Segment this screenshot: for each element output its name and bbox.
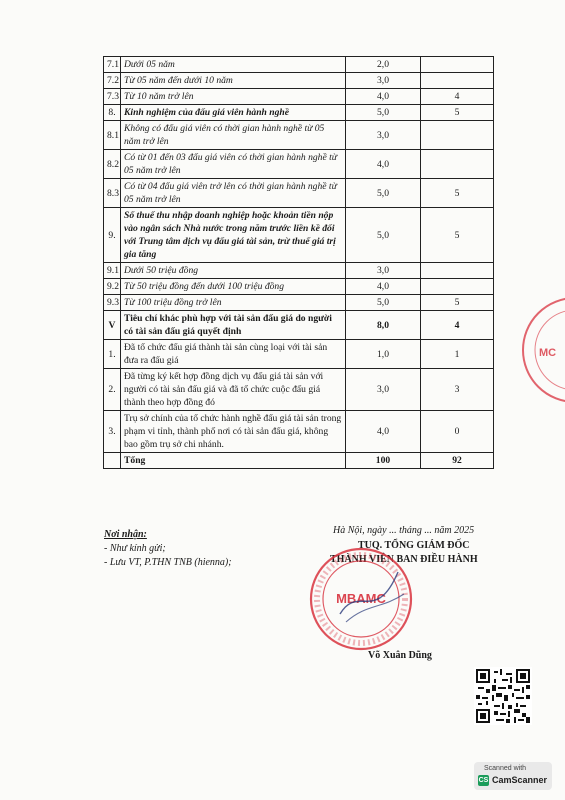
- row-number: 1.: [104, 340, 121, 369]
- qr-code: [474, 667, 532, 725]
- row-criterion: Có từ 04 đấu giá viên trở lên có thời gian hành nghề từ 05 năm trở lên: [121, 179, 346, 208]
- svg-text:MC: MC: [539, 347, 557, 359]
- row-max-score: 5,0: [346, 295, 421, 311]
- row-max-score: 3,0: [346, 263, 421, 279]
- row-score: 92: [421, 453, 494, 469]
- row-number: 9.3: [104, 295, 121, 311]
- row-score: 0: [421, 411, 494, 453]
- row-score: 5: [421, 105, 494, 121]
- table-row: [104, 453, 494, 469]
- row-score: 4: [421, 89, 494, 105]
- table-row: [104, 279, 494, 295]
- table-row: [104, 295, 494, 311]
- row-max-score: 5,0: [346, 179, 421, 208]
- row-criterion: Từ 100 triệu đồng trở lên: [121, 295, 346, 311]
- table-row: [104, 73, 494, 89]
- row-number: 8.: [104, 105, 121, 121]
- row-max-score: 4,0: [346, 411, 421, 453]
- recipient-line: - Như kính gửi;: [104, 543, 166, 554]
- camscanner-text: CamScanner: [492, 775, 548, 785]
- table-row: [104, 340, 494, 369]
- row-criterion: Tổng: [121, 453, 346, 469]
- recipients-block: [104, 528, 232, 570]
- table-row: [104, 263, 494, 279]
- row-number: 9.: [104, 208, 121, 263]
- row-score: [421, 57, 494, 73]
- row-max-score: 3,0: [346, 73, 421, 89]
- row-score: 1: [421, 340, 494, 369]
- recipients-label: Nơi nhận:: [104, 529, 147, 540]
- row-score: [421, 73, 494, 89]
- row-criterion: Từ 50 triệu đồng đến dưới 100 triệu đồng: [121, 279, 346, 295]
- table-row: [104, 179, 494, 208]
- row-max-score: 1,0: [346, 340, 421, 369]
- signer-name: Võ Xuân Dũng: [368, 650, 432, 661]
- row-number: 9.1: [104, 263, 121, 279]
- row-score: [421, 150, 494, 179]
- table-row: [104, 411, 494, 453]
- row-number: 9.2: [104, 279, 121, 295]
- row-number: 7.2: [104, 73, 121, 89]
- row-number: V: [104, 311, 121, 340]
- table-row: [104, 121, 494, 150]
- row-number: [104, 453, 121, 469]
- row-criterion: Đã từng ký kết hợp đồng dịch vụ đấu giá tài sản với người có tài sản đấu giá và đã tổ chức cuộc đấu giá thành theo hợp đồng đó: [121, 369, 346, 411]
- table-row: [104, 311, 494, 340]
- row-number: 8.1: [104, 121, 121, 150]
- row-score: 5: [421, 179, 494, 208]
- row-criterion: Không có đấu giá viên có thời gian hành nghề từ 05 năm trở lên: [121, 121, 346, 150]
- row-number: 8.3: [104, 179, 121, 208]
- row-score: 3: [421, 369, 494, 411]
- camscanner-logo-icon: CS: [478, 777, 489, 784]
- stamp-edge: [505, 290, 565, 410]
- row-max-score: 4,0: [346, 150, 421, 179]
- table-row: [104, 208, 494, 263]
- row-criterion: Dưới 05 năm: [121, 57, 346, 73]
- row-score: 4: [421, 311, 494, 340]
- row-max-score: 5,0: [346, 208, 421, 263]
- row-max-score: 8,0: [346, 311, 421, 340]
- svg-text:MBAMC: MBAMC: [336, 591, 386, 606]
- table-row: [104, 57, 494, 73]
- row-max-score: 2,0: [346, 57, 421, 73]
- row-score: 5: [421, 295, 494, 311]
- row-max-score: 5,0: [346, 105, 421, 121]
- row-max-score: 3,0: [346, 121, 421, 150]
- table-row: [104, 369, 494, 411]
- row-number: 8.2: [104, 150, 121, 179]
- row-number: 2.: [104, 369, 121, 411]
- signer-title-2: THÀNH VIÊN BAN ĐIỀU HÀNH: [330, 554, 478, 565]
- company-stamp: [306, 544, 416, 654]
- signer-title-1: TUQ. TỔNG GIÁM ĐỐC: [358, 540, 470, 551]
- row-criterion: Có từ 01 đến 03 đấu giá viên có thời gian hành nghề từ 05 năm trở lên: [121, 150, 346, 179]
- row-number: 7.3: [104, 89, 121, 105]
- criteria-table: [103, 56, 494, 469]
- row-criterion: Trụ sở chính của tổ chức hành nghề đấu giá tài sản trong phạm vi tỉnh, thành phố nơi có tài sản đấu giá, không bao gồm trụ sở chi nhánh.: [121, 411, 346, 453]
- row-max-score: 4,0: [346, 89, 421, 105]
- row-score: 5: [421, 208, 494, 263]
- row-number: 3.: [104, 411, 121, 453]
- table-row: [104, 89, 494, 105]
- row-criterion: Tiêu chí khác phù hợp với tài sản đấu giá do người có tài sản đấu giá quyết định: [121, 311, 346, 340]
- row-score: [421, 121, 494, 150]
- row-criterion: Số thuế thu nhập doanh nghiệp hoặc khoản tiền nộp vào ngân sách Nhà nước trong năm trước liền kề đối với Trung tâm dịch vụ đấu giá tài sản, trừ thuế giá trị gia tăng: [121, 208, 346, 263]
- row-max-score: 3,0: [346, 369, 421, 411]
- row-criterion: Đã tổ chức đấu giá thành tài sản cùng loại với tài sản đưa ra đấu giá: [121, 340, 346, 369]
- table-row: [104, 105, 494, 121]
- row-criterion: Từ 05 năm đến dưới 10 năm: [121, 73, 346, 89]
- scanned-with-text: Scanned with: [484, 765, 527, 772]
- row-max-score: 100: [346, 453, 421, 469]
- row-score: [421, 263, 494, 279]
- row-number: 7.1: [104, 57, 121, 73]
- row-criterion: Kinh nghiệm của đấu giá viên hành nghề: [121, 105, 346, 121]
- row-criterion: Dưới 50 triệu đồng: [121, 263, 346, 279]
- camscanner-badge: [474, 762, 552, 790]
- table-row: [104, 150, 494, 179]
- recipient-line: - Lưu VT, P.THN TNB (hienna);: [104, 557, 232, 568]
- row-score: [421, 279, 494, 295]
- row-criterion: Từ 10 năm trở lên: [121, 89, 346, 105]
- place-date: Hà Nội, ngày ... tháng ... năm 2025: [333, 525, 475, 536]
- row-max-score: 4,0: [346, 279, 421, 295]
